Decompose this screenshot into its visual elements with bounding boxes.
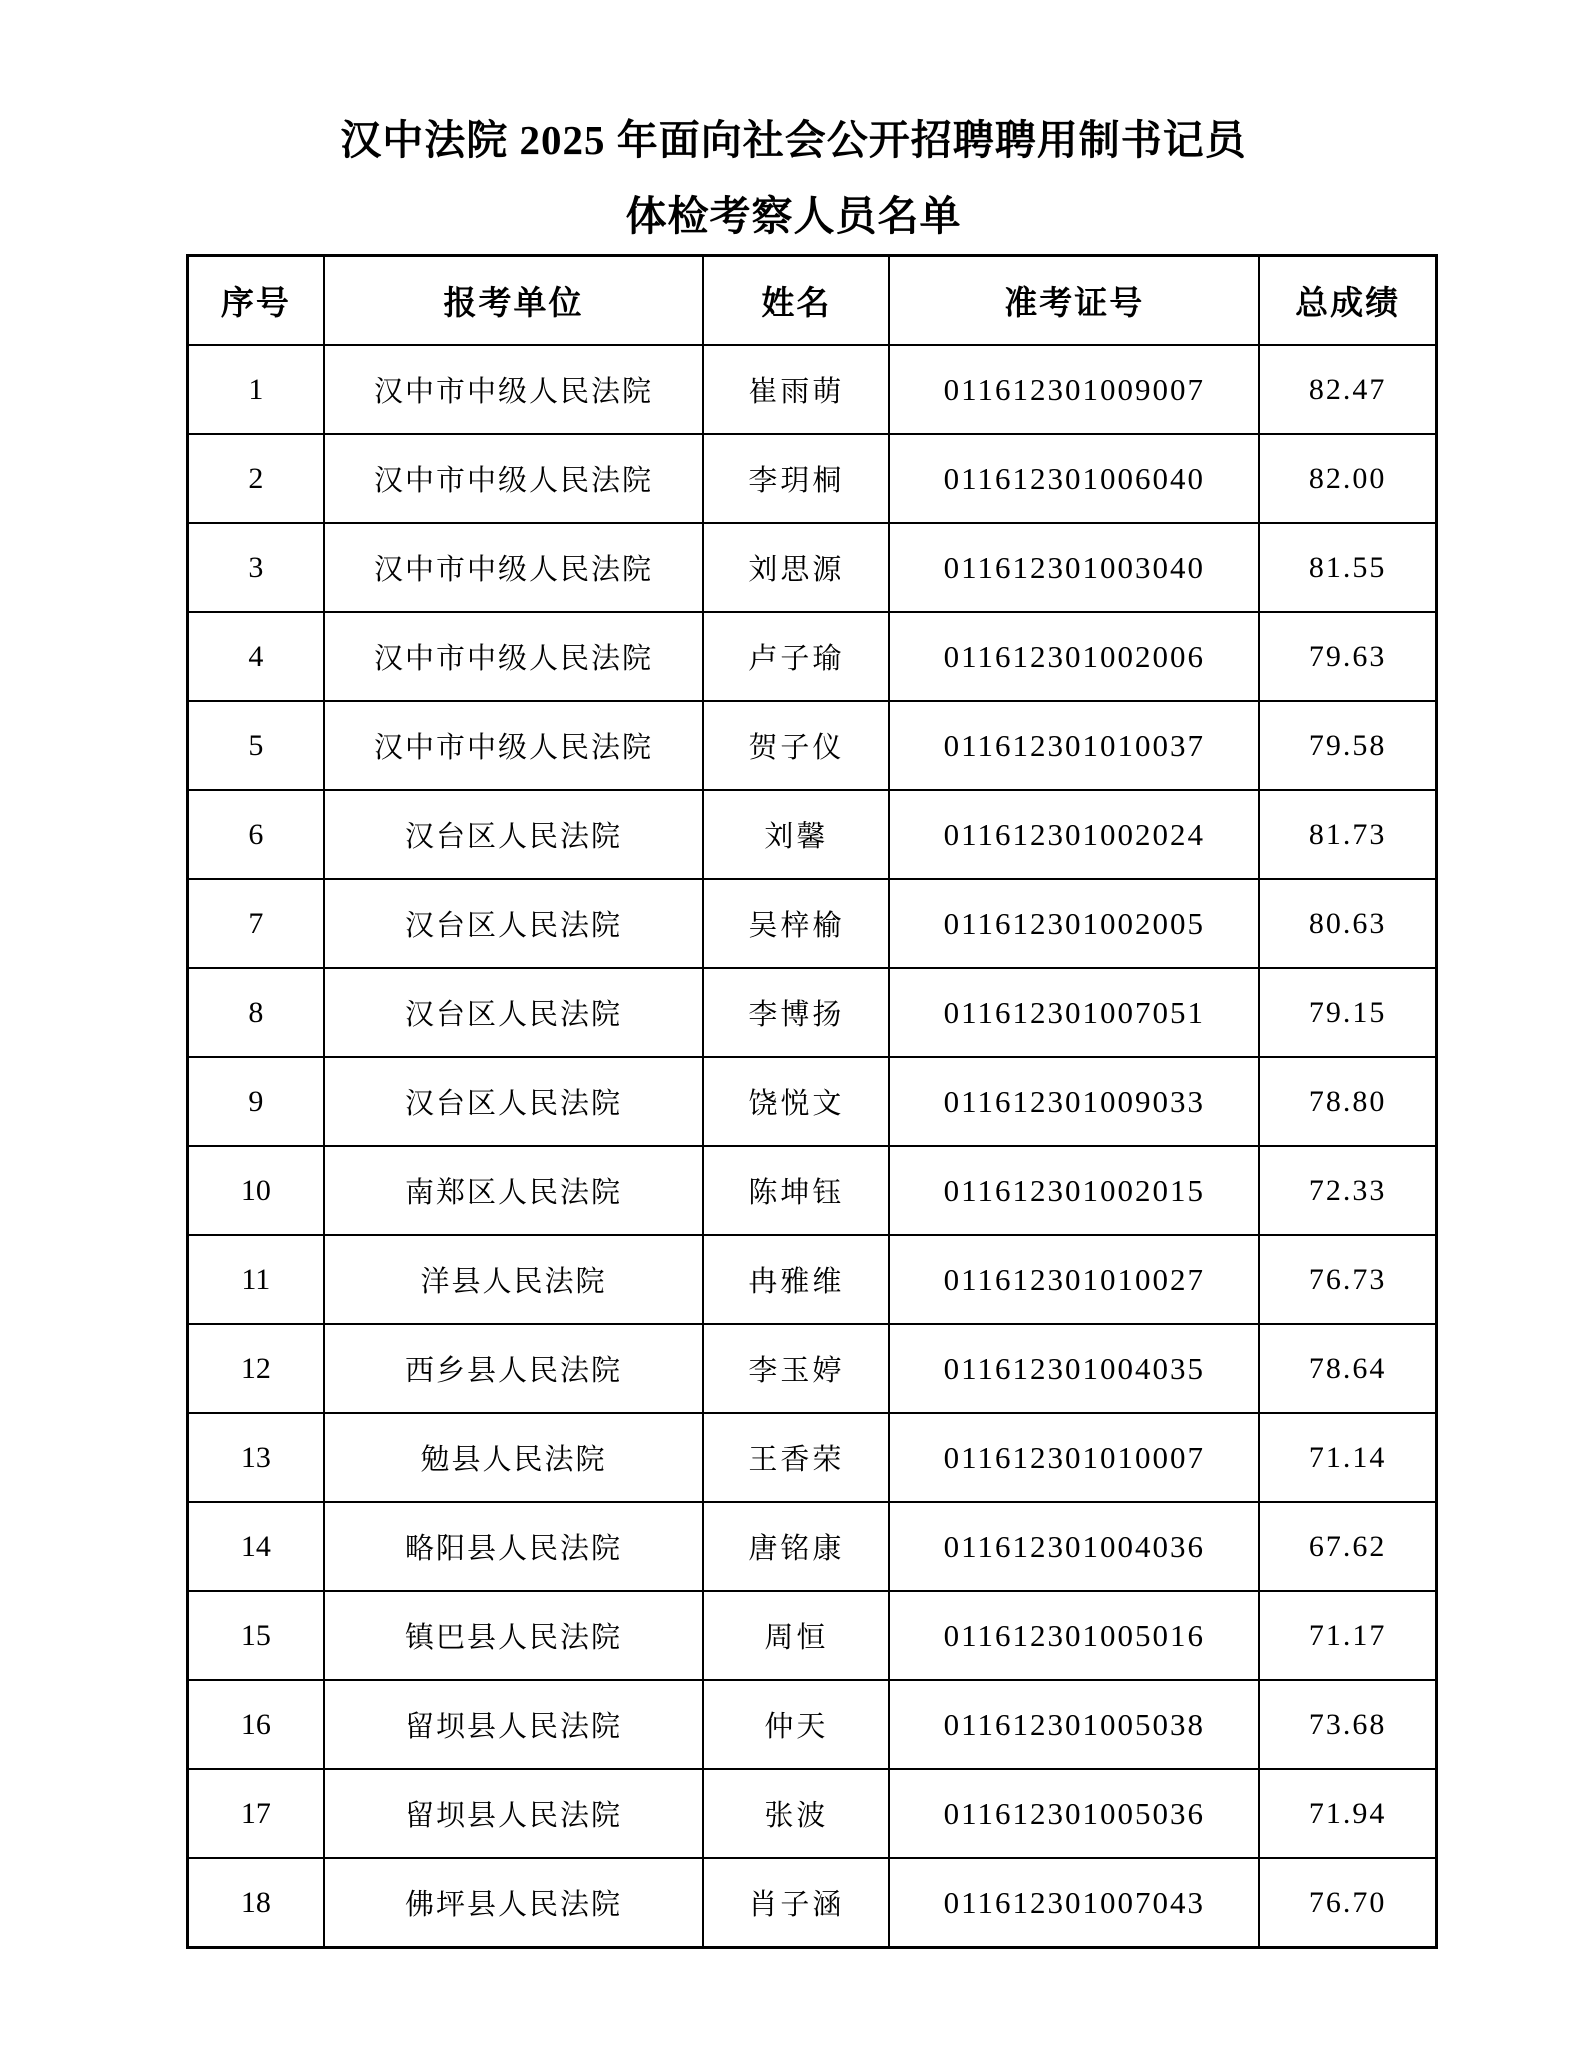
cell-index: 17 <box>188 1769 324 1858</box>
cell-score: 76.73 <box>1259 1235 1436 1324</box>
cell-score: 71.17 <box>1259 1591 1436 1680</box>
roster-table <box>186 254 1438 1949</box>
cell-ticket: 011612301010027 <box>889 1235 1259 1324</box>
cell-index: 13 <box>188 1413 324 1502</box>
cell-unit: 汉台区人民法院 <box>324 1057 704 1146</box>
table-row <box>188 612 1437 701</box>
cell-ticket: 011612301004036 <box>889 1502 1259 1591</box>
cell-ticket: 011612301009007 <box>889 345 1259 434</box>
cell-unit: 留坝县人民法院 <box>324 1680 704 1769</box>
cell-ticket: 011612301002005 <box>889 879 1259 968</box>
cell-unit: 汉中市中级人民法院 <box>324 345 704 434</box>
cell-name: 饶悦文 <box>703 1057 889 1146</box>
cell-unit: 汉中市中级人民法院 <box>324 434 704 523</box>
table-row <box>188 434 1437 523</box>
cell-ticket: 011612301002024 <box>889 790 1259 879</box>
cell-unit: 佛坪县人民法院 <box>324 1858 704 1948</box>
cell-score: 80.63 <box>1259 879 1436 968</box>
cell-index: 4 <box>188 612 324 701</box>
cell-ticket: 011612301005036 <box>889 1769 1259 1858</box>
cell-unit: 汉台区人民法院 <box>324 968 704 1057</box>
cell-ticket: 011612301005016 <box>889 1591 1259 1680</box>
cell-index: 3 <box>188 523 324 612</box>
cell-index: 1 <box>188 345 324 434</box>
cell-name: 王香荣 <box>703 1413 889 1502</box>
cell-name: 崔雨萌 <box>703 345 889 434</box>
cell-index: 6 <box>188 790 324 879</box>
cell-unit: 汉中市中级人民法院 <box>324 701 704 790</box>
table-row <box>188 1769 1437 1858</box>
cell-ticket: 011612301002006 <box>889 612 1259 701</box>
table-row <box>188 1324 1437 1413</box>
cell-score: 81.73 <box>1259 790 1436 879</box>
cell-index: 2 <box>188 434 324 523</box>
cell-name: 贺子仪 <box>703 701 889 790</box>
cell-name: 肖子涵 <box>703 1858 889 1948</box>
cell-score: 72.33 <box>1259 1146 1436 1235</box>
table-header-row <box>188 256 1437 346</box>
cell-name: 李博扬 <box>703 968 889 1057</box>
cell-index: 15 <box>188 1591 324 1680</box>
cell-score: 67.62 <box>1259 1502 1436 1591</box>
cell-unit: 镇巴县人民法院 <box>324 1591 704 1680</box>
cell-name: 李玉婷 <box>703 1324 889 1413</box>
table-row <box>188 1146 1437 1235</box>
cell-score: 82.47 <box>1259 345 1436 434</box>
cell-index: 18 <box>188 1858 324 1948</box>
cell-score: 71.94 <box>1259 1769 1436 1858</box>
cell-index: 12 <box>188 1324 324 1413</box>
cell-ticket: 011612301004035 <box>889 1324 1259 1413</box>
cell-score: 71.14 <box>1259 1413 1436 1502</box>
cell-ticket: 011612301002015 <box>889 1146 1259 1235</box>
cell-name: 陈坤钰 <box>703 1146 889 1235</box>
cell-name: 吴梓榆 <box>703 879 889 968</box>
cell-name: 李玥桐 <box>703 434 889 523</box>
table-row <box>188 345 1437 434</box>
cell-ticket: 011612301005038 <box>889 1680 1259 1769</box>
cell-ticket: 011612301007051 <box>889 968 1259 1057</box>
table-row <box>188 1235 1437 1324</box>
cell-name: 张波 <box>703 1769 889 1858</box>
cell-unit: 留坝县人民法院 <box>324 1769 704 1858</box>
cell-ticket: 011612301003040 <box>889 523 1259 612</box>
cell-name: 刘思源 <box>703 523 889 612</box>
header-unit: 报考单位 <box>324 256 704 346</box>
cell-ticket: 011612301006040 <box>889 434 1259 523</box>
cell-name: 冉雅维 <box>703 1235 889 1324</box>
table-row <box>188 1591 1437 1680</box>
header-ticket: 准考证号 <box>889 256 1259 346</box>
cell-unit: 汉台区人民法院 <box>324 790 704 879</box>
cell-ticket: 011612301010007 <box>889 1413 1259 1502</box>
cell-unit: 略阳县人民法院 <box>324 1502 704 1591</box>
cell-unit: 西乡县人民法院 <box>324 1324 704 1413</box>
header-name: 姓名 <box>703 256 889 346</box>
cell-index: 5 <box>188 701 324 790</box>
document-title-line1: 汉中法院 2025 年面向社会公开招聘聘用制书记员 <box>340 117 1247 163</box>
table-row <box>188 1413 1437 1502</box>
cell-score: 79.63 <box>1259 612 1436 701</box>
cell-name: 刘馨 <box>703 790 889 879</box>
table-row <box>188 701 1437 790</box>
cell-unit: 汉中市中级人民法院 <box>324 523 704 612</box>
cell-unit: 汉台区人民法院 <box>324 879 704 968</box>
cell-index: 11 <box>188 1235 324 1324</box>
table-row <box>188 1680 1437 1769</box>
cell-index: 9 <box>188 1057 324 1146</box>
cell-score: 81.55 <box>1259 523 1436 612</box>
cell-score: 79.58 <box>1259 701 1436 790</box>
cell-score: 79.15 <box>1259 968 1436 1057</box>
cell-ticket: 011612301010037 <box>889 701 1259 790</box>
cell-index: 14 <box>188 1502 324 1591</box>
table-row <box>188 1057 1437 1146</box>
cell-index: 8 <box>188 968 324 1057</box>
cell-ticket: 011612301007043 <box>889 1858 1259 1948</box>
cell-name: 仲天 <box>703 1680 889 1769</box>
cell-index: 16 <box>188 1680 324 1769</box>
cell-score: 78.64 <box>1259 1324 1436 1413</box>
document-title-line2: 体检考察人员名单 <box>625 193 962 239</box>
table-row <box>188 523 1437 612</box>
table-body <box>188 345 1437 1948</box>
cell-unit: 南郑区人民法院 <box>324 1146 704 1235</box>
cell-score: 76.70 <box>1259 1858 1436 1948</box>
cell-ticket: 011612301009033 <box>889 1057 1259 1146</box>
table-row <box>188 879 1437 968</box>
cell-score: 82.00 <box>1259 434 1436 523</box>
table-row <box>188 1502 1437 1591</box>
cell-name: 卢子瑜 <box>703 612 889 701</box>
cell-index: 7 <box>188 879 324 968</box>
cell-unit: 洋县人民法院 <box>324 1235 704 1324</box>
cell-unit: 勉县人民法院 <box>324 1413 704 1502</box>
cell-score: 73.68 <box>1259 1680 1436 1769</box>
table-row <box>188 968 1437 1057</box>
cell-index: 10 <box>188 1146 324 1235</box>
header-score: 总成绩 <box>1259 256 1436 346</box>
cell-unit: 汉中市中级人民法院 <box>324 612 704 701</box>
table-row <box>188 1858 1437 1948</box>
table-row <box>188 790 1437 879</box>
cell-score: 78.80 <box>1259 1057 1436 1146</box>
cell-name: 唐铭康 <box>703 1502 889 1591</box>
header-index: 序号 <box>188 256 324 346</box>
cell-name: 周恒 <box>703 1591 889 1680</box>
